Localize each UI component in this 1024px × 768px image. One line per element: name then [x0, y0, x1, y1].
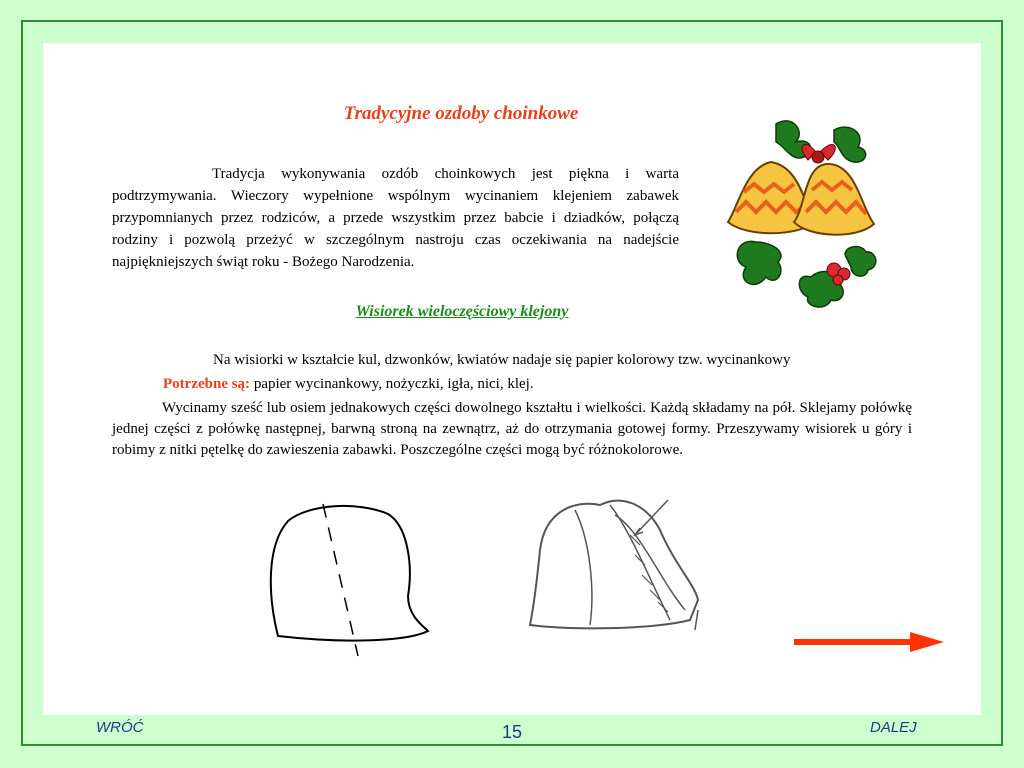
right-arrow-icon[interactable]: [792, 628, 947, 656]
slide-title: Tradycyjne ozdoby choinkowe: [343, 103, 579, 124]
instruction-paragraph-1: Na wisiorki w kształcie kul, dzwonków, kwiatów nadaje się papier kolorowy tzw. wycinankowy: [213, 352, 791, 368]
intro-paragraph: Tradycja wykonywania ozdób choinkowych jest piękna i warta podtrzymywania. Wieczory wypełnione wspólnym wycinaniem klejeniem zabawek przypomnianych przez rodziców, a przede wszystkim przez babcie i dziadków, połączą rodziny i pozwolą przeżyć w szczególnym nastroju czas oczekiwania na nadejście najpiękniejszych świąt roku - Bożego Narodzenia.: [112, 166, 679, 270]
folded-bell-sketch: [520, 490, 720, 640]
bell-pattern-sketch: [258, 496, 438, 666]
back-link[interactable]: WRÓĆ: [96, 719, 144, 736]
requirements-label: Potrzebne są:: [163, 376, 251, 392]
requirements-line: [163, 376, 534, 393]
instruction-paragraph-3: Wycinamy sześć lub osiem jednakowych części dowolnego kształtu i wielkości. Każdą składamy na pół. Sklejamy połówkę jednej części z połówkę następnej, barwną stroną na zewnątrz, aż do otrzymania gotowej formy. Przeszywamy wisiorek u góry i robimy z nitki pętelkę do zawieszenia zabawki. Poszczególne części mogą być różnokolorowe.: [112, 400, 912, 458]
page-number: 15: [501, 722, 523, 742]
christmas-bells-icon: [716, 112, 888, 312]
next-link[interactable]: DALEJ: [870, 719, 917, 736]
section-subtitle: Wisiorek wieloczęściowy klejony: [355, 303, 569, 320]
requirements-text: papier wycinankowy, nożyczki, igła, nici, klej.: [250, 376, 534, 392]
